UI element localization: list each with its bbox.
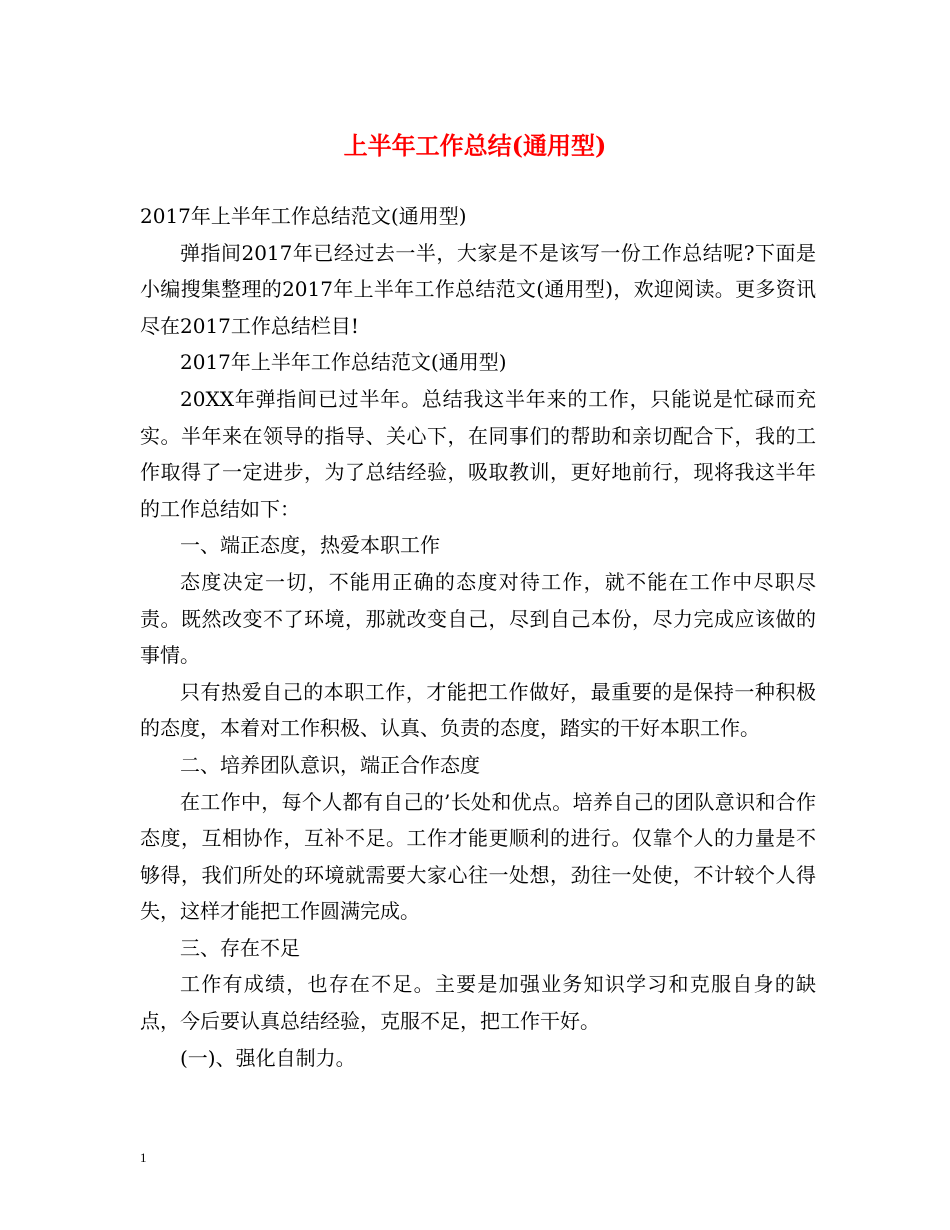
- section-1-paragraph-2: 只有热爱自己的本职工作，才能把工作做好，最重要的是保持一种积极的态度，本着对工作积极、认真、负责的态度，踏实的干好本职工作。: [140, 679, 816, 741]
- subsection-heading-1: (一)、强化自制力。: [180, 1045, 356, 1070]
- section-heading-1: 一、端正态度，热爱本职工作: [180, 533, 440, 558]
- section-3-paragraph-1: 工作有成绩，也存在不足。主要是加强业务知识学习和克服自身的缺点，今后要认真总结经验，克服不足，把工作干好。: [140, 972, 816, 1034]
- section-heading-2: 二、培养团队意识，端正合作态度: [180, 752, 480, 777]
- document-title: 上半年工作总结(通用型): [343, 131, 607, 160]
- section-heading-main: 2017年上半年工作总结范文(通用型): [180, 350, 507, 375]
- subtitle-paragraph: 2017年上半年工作总结范文(通用型): [140, 204, 467, 228]
- page-number: 1: [140, 1150, 147, 1165]
- section-1-paragraph-1: 态度决定一切，不能用正确的态度对待工作，就不能在工作中尽职尽责。既然改变不了环境，那就改变自己，尽到自己本份，尽力完成应该做的事情。: [140, 569, 816, 668]
- document-body: [140, 198, 816, 1076]
- section-2-paragraph-1: 在工作中，每个人都有自己的’长处和优点。培养自己的团队意识和合作态度，互相协作，互补不足。工作才能更顺利的进行。仅靠个人的力量是不够得，我们所处的环境就需要大家心往一处想，劲往一处使，不计较个人得失，这样才能把工作圆满完成。: [140, 789, 816, 924]
- section-heading-3: 三、存在不足: [180, 935, 300, 960]
- overview-paragraph: 20XX年弹指间已过半年。总结我这半年来的工作，只能说是忙碌而充实。半年来在领导的指导、关心下，在同事们的帮助和亲切配合下，我的工作取得了一定进步，为了总结经验，吸取教训，更好地前行，现将我这半年的工作总结如下：: [140, 386, 816, 521]
- intro-paragraph: 弹指间2017年已经过去一半，大家是不是该写一份工作总结呢?下面是小编搜集整理的2017年上半年工作总结范文(通用型)，欢迎阅读。更多资讯尽在2017工作总结栏目!: [140, 240, 816, 338]
